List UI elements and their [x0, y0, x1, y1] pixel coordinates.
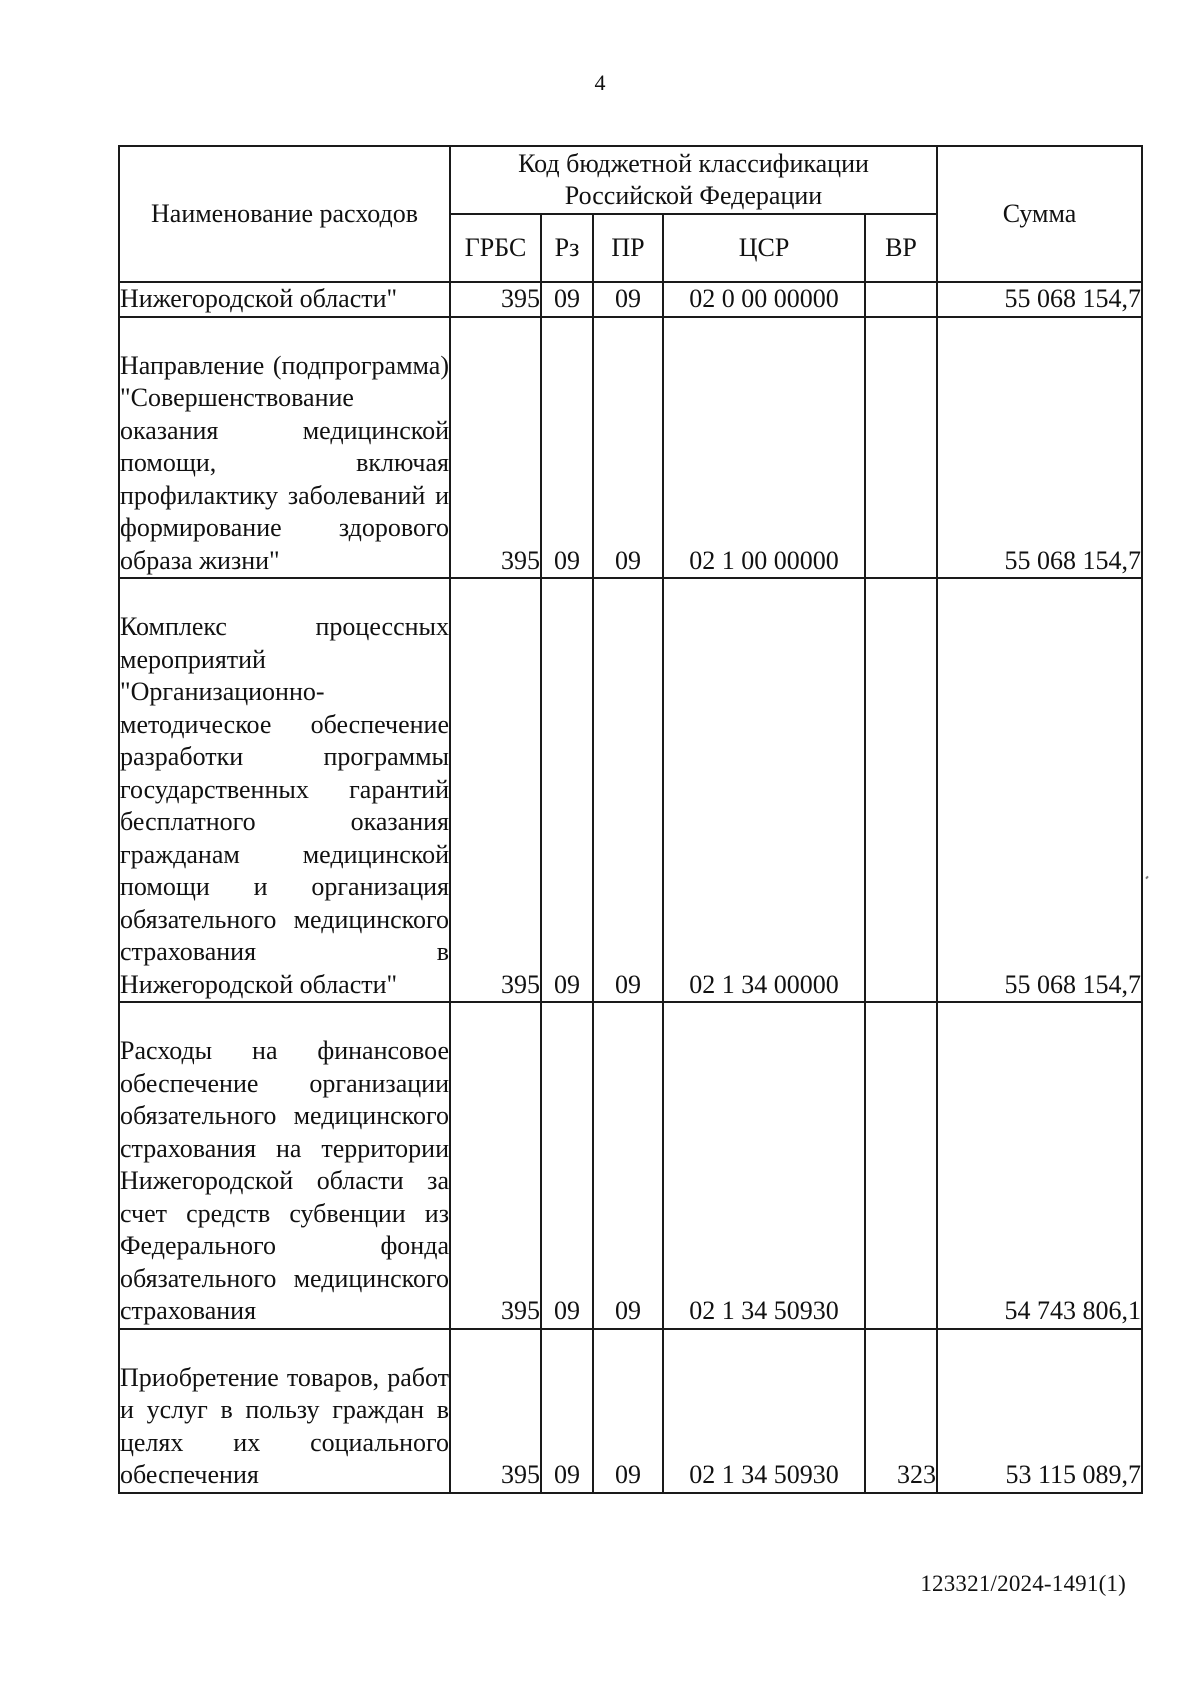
- header-rz: Рз: [541, 214, 593, 282]
- pr-cell: 09: [593, 282, 663, 317]
- rz-cell: 09: [541, 282, 593, 317]
- grbs-cell: 395: [450, 317, 541, 579]
- sum-cell: 55 068 154,7: [937, 282, 1142, 317]
- csr-cell: 02 1 34 50930: [663, 1002, 865, 1329]
- header-csr: ЦСР: [663, 214, 865, 282]
- expense-name: Нижегородской области": [119, 282, 450, 317]
- vr-cell: [865, 317, 937, 579]
- sum-cell: 54 743 806,1: [937, 1002, 1142, 1329]
- rz-cell: 09: [541, 1329, 593, 1493]
- sum-cell: 55 068 154,7: [937, 578, 1142, 1002]
- sum-cell: 55 068 154,7: [937, 317, 1142, 579]
- table-row: [119, 317, 1142, 579]
- header-vr: ВР: [865, 214, 937, 282]
- grbs-cell: 395: [450, 1329, 541, 1493]
- budget-expenses-table: [118, 145, 1143, 1494]
- page-number: 4: [594, 70, 606, 95]
- header-name: Наименование расходов: [119, 146, 450, 282]
- pr-cell: 09: [593, 1002, 663, 1329]
- pr-cell: 09: [593, 317, 663, 579]
- scan-speck: [1145, 876, 1148, 880]
- vr-cell: [865, 1002, 937, 1329]
- rz-cell: 09: [541, 1002, 593, 1329]
- sum-cell: 53 115 089,7: [937, 1329, 1142, 1493]
- table-header-row: [119, 146, 1142, 214]
- expense-name: Комплекс процессных мероприятий "Организационно-методическое обеспечение разработки программы государственных гарантий бесплатного оказания гражданам медицинской помощи и организация обязательного медицинского страхования в Нижегородской области": [119, 578, 450, 1002]
- table-row: [119, 1002, 1142, 1329]
- header-sum: Сумма: [937, 146, 1142, 282]
- rz-cell: 09: [541, 317, 593, 579]
- grbs-cell: 395: [450, 578, 541, 1002]
- pr-cell: 09: [593, 1329, 663, 1493]
- expense-name: Расходы на финансовое обеспечение организации обязательного медицинского страхования на территории Нижегородской области за счет средств субвенции из Федерального фонда обязательного медицинского страхования: [119, 1002, 450, 1329]
- expense-name: Приобретение товаров, работ и услуг в пользу граждан в целях их социального обеспечения: [119, 1329, 450, 1493]
- csr-cell: 02 0 00 00000: [663, 282, 865, 317]
- grbs-cell: 395: [450, 282, 541, 317]
- header-budget-classification: Код бюджетной классификации Российской Федерации: [450, 146, 937, 214]
- header-grbs: ГРБС: [450, 214, 541, 282]
- table-row: [119, 578, 1142, 1002]
- document-code: 123321/2024-1491(1): [920, 1571, 1126, 1596]
- expense-name: Направление (подпрограмма) "Совершенствование оказания медицинской помощи, включая профилактику заболеваний и формирование здорового образа жизни": [119, 317, 450, 579]
- vr-cell: 323: [865, 1329, 937, 1493]
- grbs-cell: 395: [450, 1002, 541, 1329]
- vr-cell: [865, 578, 937, 1002]
- table-row: [119, 282, 1142, 317]
- csr-cell: 02 1 34 50930: [663, 1329, 865, 1493]
- csr-cell: 02 1 34 00000: [663, 578, 865, 1002]
- header-pr: ПР: [593, 214, 663, 282]
- table-row: [119, 1329, 1142, 1493]
- pr-cell: 09: [593, 578, 663, 1002]
- csr-cell: 02 1 00 00000: [663, 317, 865, 579]
- vr-cell: [865, 282, 937, 317]
- rz-cell: 09: [541, 578, 593, 1002]
